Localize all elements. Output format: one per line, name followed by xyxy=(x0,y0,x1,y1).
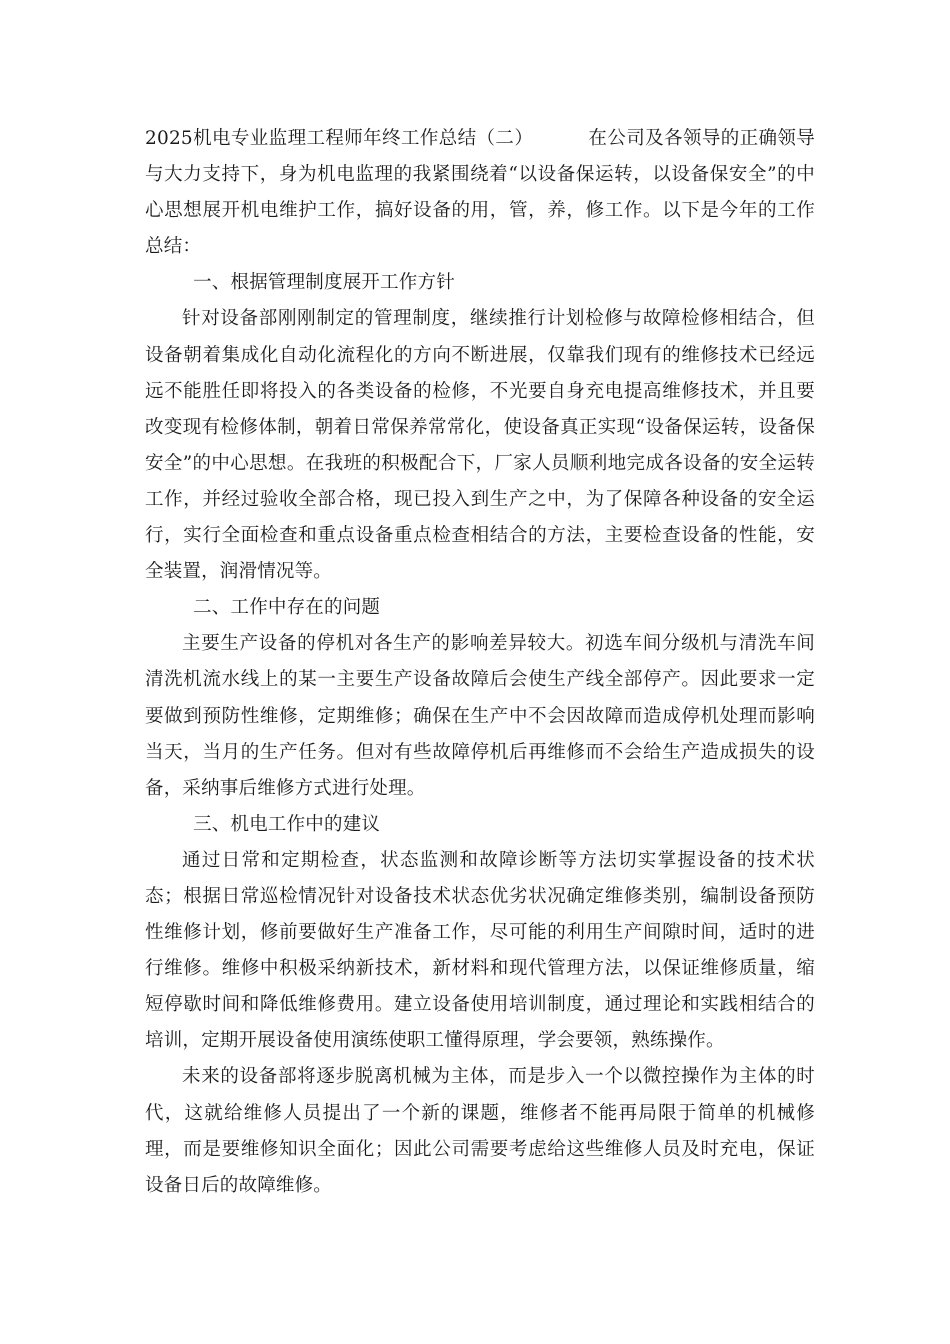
section-3-paragraph-2: 未来的设备部将逐步脱离机械为主体，而是步入一个以微控操作为主体的时代，这就给维修人员提出了一个新的课题，维修者不能再局限于简单的机械修理，而是要维修知识全面化；因此公司需要考虑给这些维修人员及时充电，保证设备日后的故障维修。 xyxy=(145,1066,815,1196)
section-heading-3: 三、机电工作中的建议 xyxy=(193,813,381,835)
section-heading-2: 二、工作中存在的问题 xyxy=(193,597,381,619)
intro-text: 在公司及各领导的正确领导与大力支持下，身为机电监理的我紧围绕着“以设备保运转，以设备保安全”的中心思想展开机电维护工作，搞好设备的用，管，养，修工作。以下是今年的工作总结： xyxy=(145,128,816,258)
section-2-paragraph-1: 主要生产设备的停机对各生产的影响差异较大。初选车间分级机与清洗车间清洗机流水线上的某一主要生产设备故障后会使生产线全部停产。因此要求一定要做到预防性维修，定期维修；确保在生产中不会因故障而造成停机处理而影响当天，当月的生产任务。但对有些故障停机后再维修而不会给生产造成损失的设备，采纳事后维修方式进行处理。 xyxy=(145,633,815,799)
document-body xyxy=(145,121,815,1204)
intro-paragraph xyxy=(145,121,815,265)
document-title: 2025机电专业监理工程师年终工作总结（二） xyxy=(145,128,534,149)
section-heading-1: 一、根据管理制度展开工作方针 xyxy=(193,272,455,294)
section-1-paragraph-1: 针对设备部刚刚制定的管理制度，继续推行计划检修与故障检修相结合，但设备朝着集成化自动化流程化的方向不断进展，仅靠我们现有的维修技术已经远远不能胜任即将投入的各类设备的检修，不光要自身充电提高维修技术，并且要改变现有检修体制，朝着日常保养常常化，使设备真正实现“设备保运转，设备保安全”的中心思想。在我班的积极配合下，厂家人员顺利地完成各设备的安全运转工作，并经过验收全部合格，现已投入到生产之中，为了保障各种设备的安全运行，实行全面检查和重点设备重点检查相结合的方法，主要检查设备的性能，安全装置，润滑情况等。 xyxy=(145,308,815,583)
section-3-paragraph-1: 通过日常和定期检查，状态监测和故障诊断等方法切实掌握设备的技术状态；根据日常巡检情况针对设备技术状态优劣状况确定维修类别，编制设备预防性维修计划，修前要做好生产准备工作，尽可能的利用生产间隙时间，适时的进行维修。维修中积极采纳新技术，新材料和现代管理方法，以保证维修质量，缩短停歇时间和降低维修费用。建立设备使用培训制度，通过理论和实践相结合的培训，定期开展设备使用演练使职工懂得原理，学会要领，熟练操作。 xyxy=(145,849,815,1052)
